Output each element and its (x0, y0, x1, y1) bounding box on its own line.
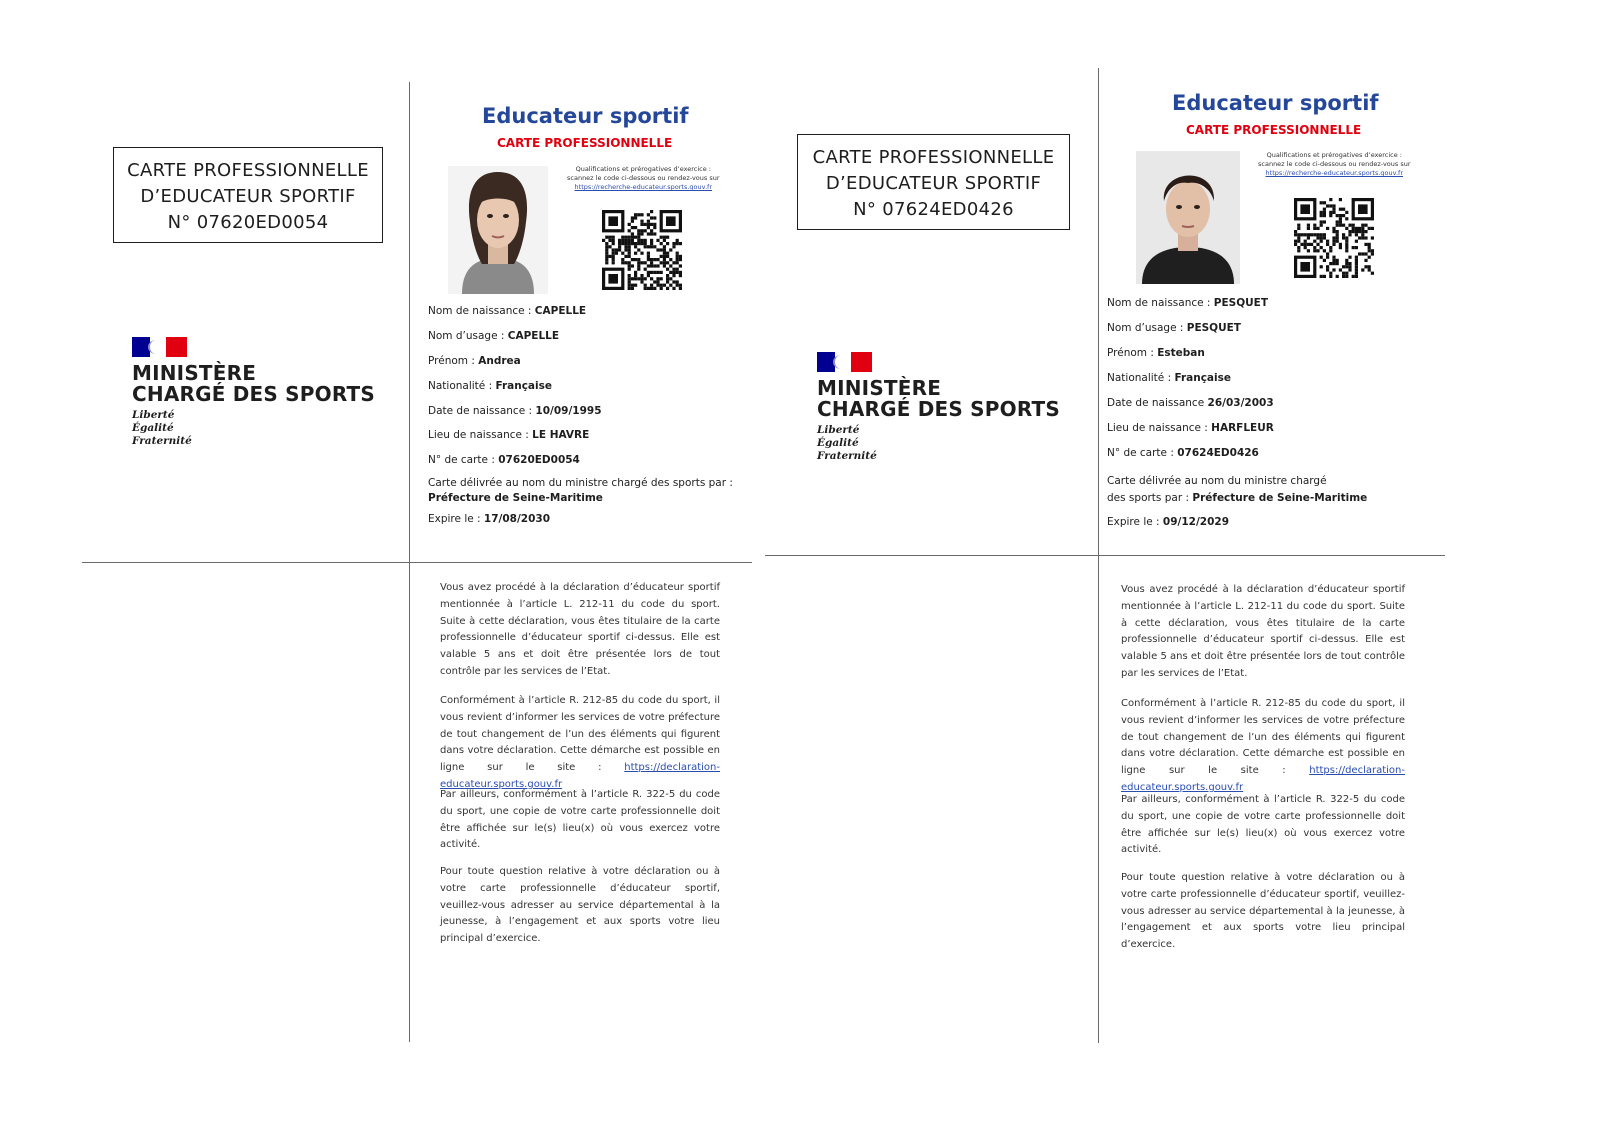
field-nationalite: Nationalité : Française (1107, 372, 1231, 384)
id-box-line: CARTE PROFESSIONNELLE (127, 160, 369, 181)
field-date-naissance: Date de naissance : 10/09/1995 (428, 405, 602, 417)
field-delivrance: Carte délivrée au nom du ministre chargé des sports par : Préfecture de Seine-Maritime (1107, 475, 1368, 504)
field-prenom: Prénom : Esteban (1107, 347, 1205, 359)
info-paragraph: Par ailleurs, conformément à l’article R. 322-5 du code du sport, une copie de votre carte professionnelle doit être affichée sur le(s) lieu(x) où vous exercez votre activité. (1121, 794, 1405, 856)
field-prenom: Prénom : Andrea (428, 355, 521, 367)
info-paragraph: Pour toute question relative à votre déclaration ou à votre carte professionnelle d’éducateur sportif, veuillez-vous adresser au service départemental à la jeunesse, à l’engagement et aux sports votre lieu principal d’exercice. (1121, 872, 1405, 951)
fold-line-horizontal (765, 555, 1445, 556)
qr-instructions: Qualifications et prérogatives d’exercice : scannez le code ci-dessous ou rendez-vous sur https://recherche-educateur.sports.gouv.fr (567, 165, 720, 191)
card-number: N° 07620ED0054 (167, 212, 329, 233)
marianne-logo (817, 352, 872, 372)
field-nom-usage: Nom d’usage : PESQUET (1107, 322, 1241, 334)
republic-motto: Liberté Égalité Fraternité (817, 424, 877, 462)
ministry-name: MINISTÈRE CHARGÉ DES SPORTS (132, 361, 375, 406)
qr-code (602, 210, 682, 290)
field-date-naissance: Date de naissance 26/03/2003 (1107, 397, 1274, 409)
card-subtitle: CARTE PROFESSIONNELLE (497, 136, 673, 150)
field-nom-naissance: Nom de naissance : PESQUET (1107, 297, 1269, 309)
qr-link[interactable]: https://recherche-educateur.sports.gouv.fr (1265, 169, 1403, 177)
field-delivrance: Carte délivrée au nom du ministre chargé des sports par : Préfecture de Seine-Maritime (428, 477, 733, 504)
qr-code (1294, 198, 1374, 278)
declaration-link[interactable]: https://declaration-educateur.sports.gouv.fr (1121, 765, 1405, 793)
marianne-logo (132, 337, 187, 357)
id-box-line: D’EDUCATEUR SPORTIF (140, 186, 356, 207)
id-box-line: D’EDUCATEUR SPORTIF (825, 173, 1042, 194)
card-id-box (797, 134, 1070, 230)
info-paragraph: Conformément à l’article R. 212-85 du code du sport, il vous revient d’informer les services de votre préfecture de tout changement de l’un des éléments qui figurent dans votre déclaration. Cette démarche est possible en ligne sur le site : https://declaration-educateur.sports.gouv.fr (1121, 698, 1405, 793)
field-nom-usage: Nom d’usage : CAPELLE (428, 330, 560, 342)
field-numero-carte: N° de carte : 07624ED0426 (1107, 447, 1259, 459)
declaration-link[interactable]: https://declaration-educateur.sports.gouv.fr (440, 762, 720, 790)
info-paragraph: Vous avez procédé à la déclaration d’éducateur sportif mentionnée à l’article L. 212-11 du code du sport. Suite à cette déclaration, vous êtes titulaire de la carte professionnelle d’éducateur sportif ci-dessus. Elle est valable 5 ans et doit être présentée lors de tout contrôle par les services de l’Etat. (440, 582, 720, 677)
card-number: N° 07624ED0426 (853, 199, 1014, 220)
info-paragraph: Par ailleurs, conformément à l’article R. 322-5 du code du sport, une copie de votre carte professionnelle doit être affichée sur le(s) lieu(x) où vous exercez votre activité. (440, 789, 720, 851)
info-paragraph: Vous avez procédé à la déclaration d’éducateur sportif mentionnée à l’article L. 212-11 du code du sport. Suite à cette déclaration, vous êtes titulaire de la carte professionnelle d’éducateur sportif ci-dessus. Elle est valable 5 ans et doit être présentée lors de tout contrôle par les services de l’Etat. (1121, 584, 1405, 679)
card-title: Educateur sportif (1172, 91, 1379, 115)
republic-motto: Liberté Égalité Fraternité (132, 409, 192, 447)
card-subtitle: CARTE PROFESSIONNELLE (1186, 123, 1362, 137)
qr-link[interactable]: https://recherche-educateur.sports.gouv.fr (574, 183, 712, 191)
field-lieu-naissance: Lieu de naissance : LE HAVRE (428, 429, 590, 441)
ministry-logo (132, 337, 375, 448)
card-title: Educateur sportif (482, 104, 689, 128)
qr-instructions: Qualifications et prérogatives d’exercice : scannez le code ci-dessous ou rendez-vous sur https://recherche-educateur.sports.gouv.fr (1258, 151, 1411, 177)
holder-photo (1136, 151, 1240, 284)
ministry-name: MINISTÈRE CHARGÉ DES SPORTS (817, 376, 1060, 421)
field-expiration: Expire le : 17/08/2030 (428, 513, 551, 525)
field-nom-naissance: Nom de naissance : CAPELLE (428, 305, 587, 317)
card-id-box (113, 147, 383, 243)
field-expiration: Expire le : 09/12/2029 (1107, 516, 1230, 528)
fold-line-horizontal (82, 562, 752, 563)
ministry-logo (817, 352, 1060, 463)
field-numero-carte: N° de carte : 07620ED0054 (428, 454, 580, 466)
field-lieu-naissance: Lieu de naissance : HARFLEUR (1107, 422, 1274, 434)
field-nationalite: Nationalité : Française (428, 380, 552, 392)
id-box-line: CARTE PROFESSIONNELLE (812, 147, 1055, 168)
info-paragraph: Pour toute question relative à votre déclaration ou à votre carte professionnelle d’éducateur sportif, veuillez-vous adresser au service départemental à la jeunesse, à l’engagement et aux sports votre lieu principal d’exercice. (440, 866, 720, 945)
info-paragraph: Conformément à l’article R. 212-85 du code du sport, il vous revient d’informer les services de votre préfecture de tout changement de l’un des éléments qui figurent dans votre déclaration. Cette démarche est possible en ligne sur le site : https://declaration-educateur.sports.gouv.fr (440, 695, 720, 790)
holder-photo (448, 166, 548, 294)
